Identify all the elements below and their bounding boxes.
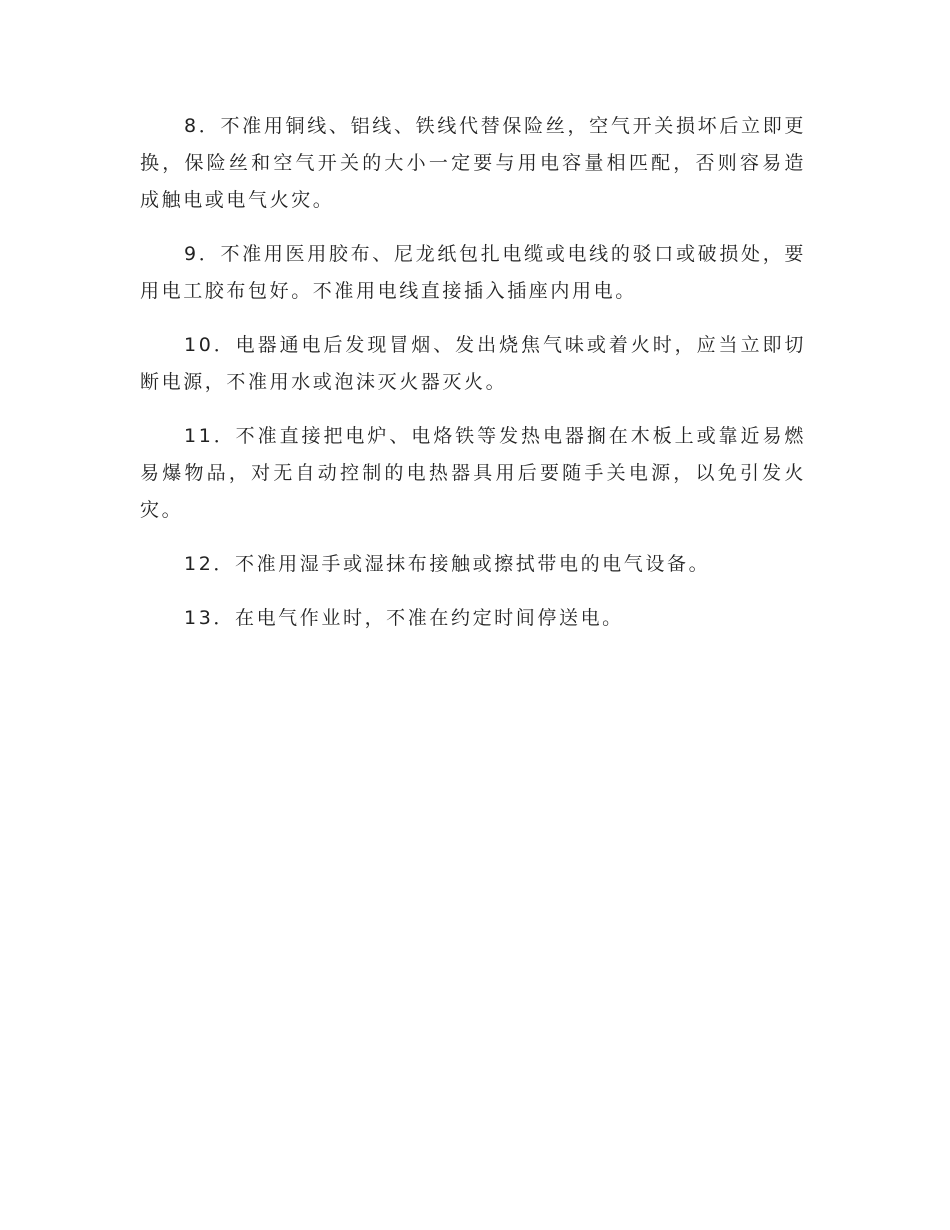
paragraph-item-10: 10．电器通电后发现冒烟、发出烧焦气味或着火时，应当立即切断电源，不准用水或泡沫灭火器灭火。: [140, 334, 806, 393]
paragraph-item-13: 13．在电气作业时，不准在约定时间停送电。: [184, 607, 624, 629]
paragraph-item-8: 8．不准用铜线、铝线、铁线代替保险丝，空气开关损坏后立即更换，保险丝和空气开关的大小一定要与用电容量相匹配，否则容易造成触电或电气火灾。: [140, 115, 806, 211]
paragraph-item-9: 9．不准用医用胶布、尼龙纸包扎电缆或电线的驳口或破损处，要用电工胶布包好。不准用电线直接插入插座内用电。: [140, 243, 806, 302]
paragraph-item-11: 11．不准直接把电炉、电烙铁等发热电器搁在木板上或靠近易燃易爆物品，对无自动控制的电热器具用后要随手关电源，以免引发火灾。: [140, 425, 806, 521]
document-page: [140, 108, 806, 654]
paragraph-item-12: 12．不准用湿手或湿抹布接触或擦拭带电的电气设备。: [184, 553, 711, 575]
